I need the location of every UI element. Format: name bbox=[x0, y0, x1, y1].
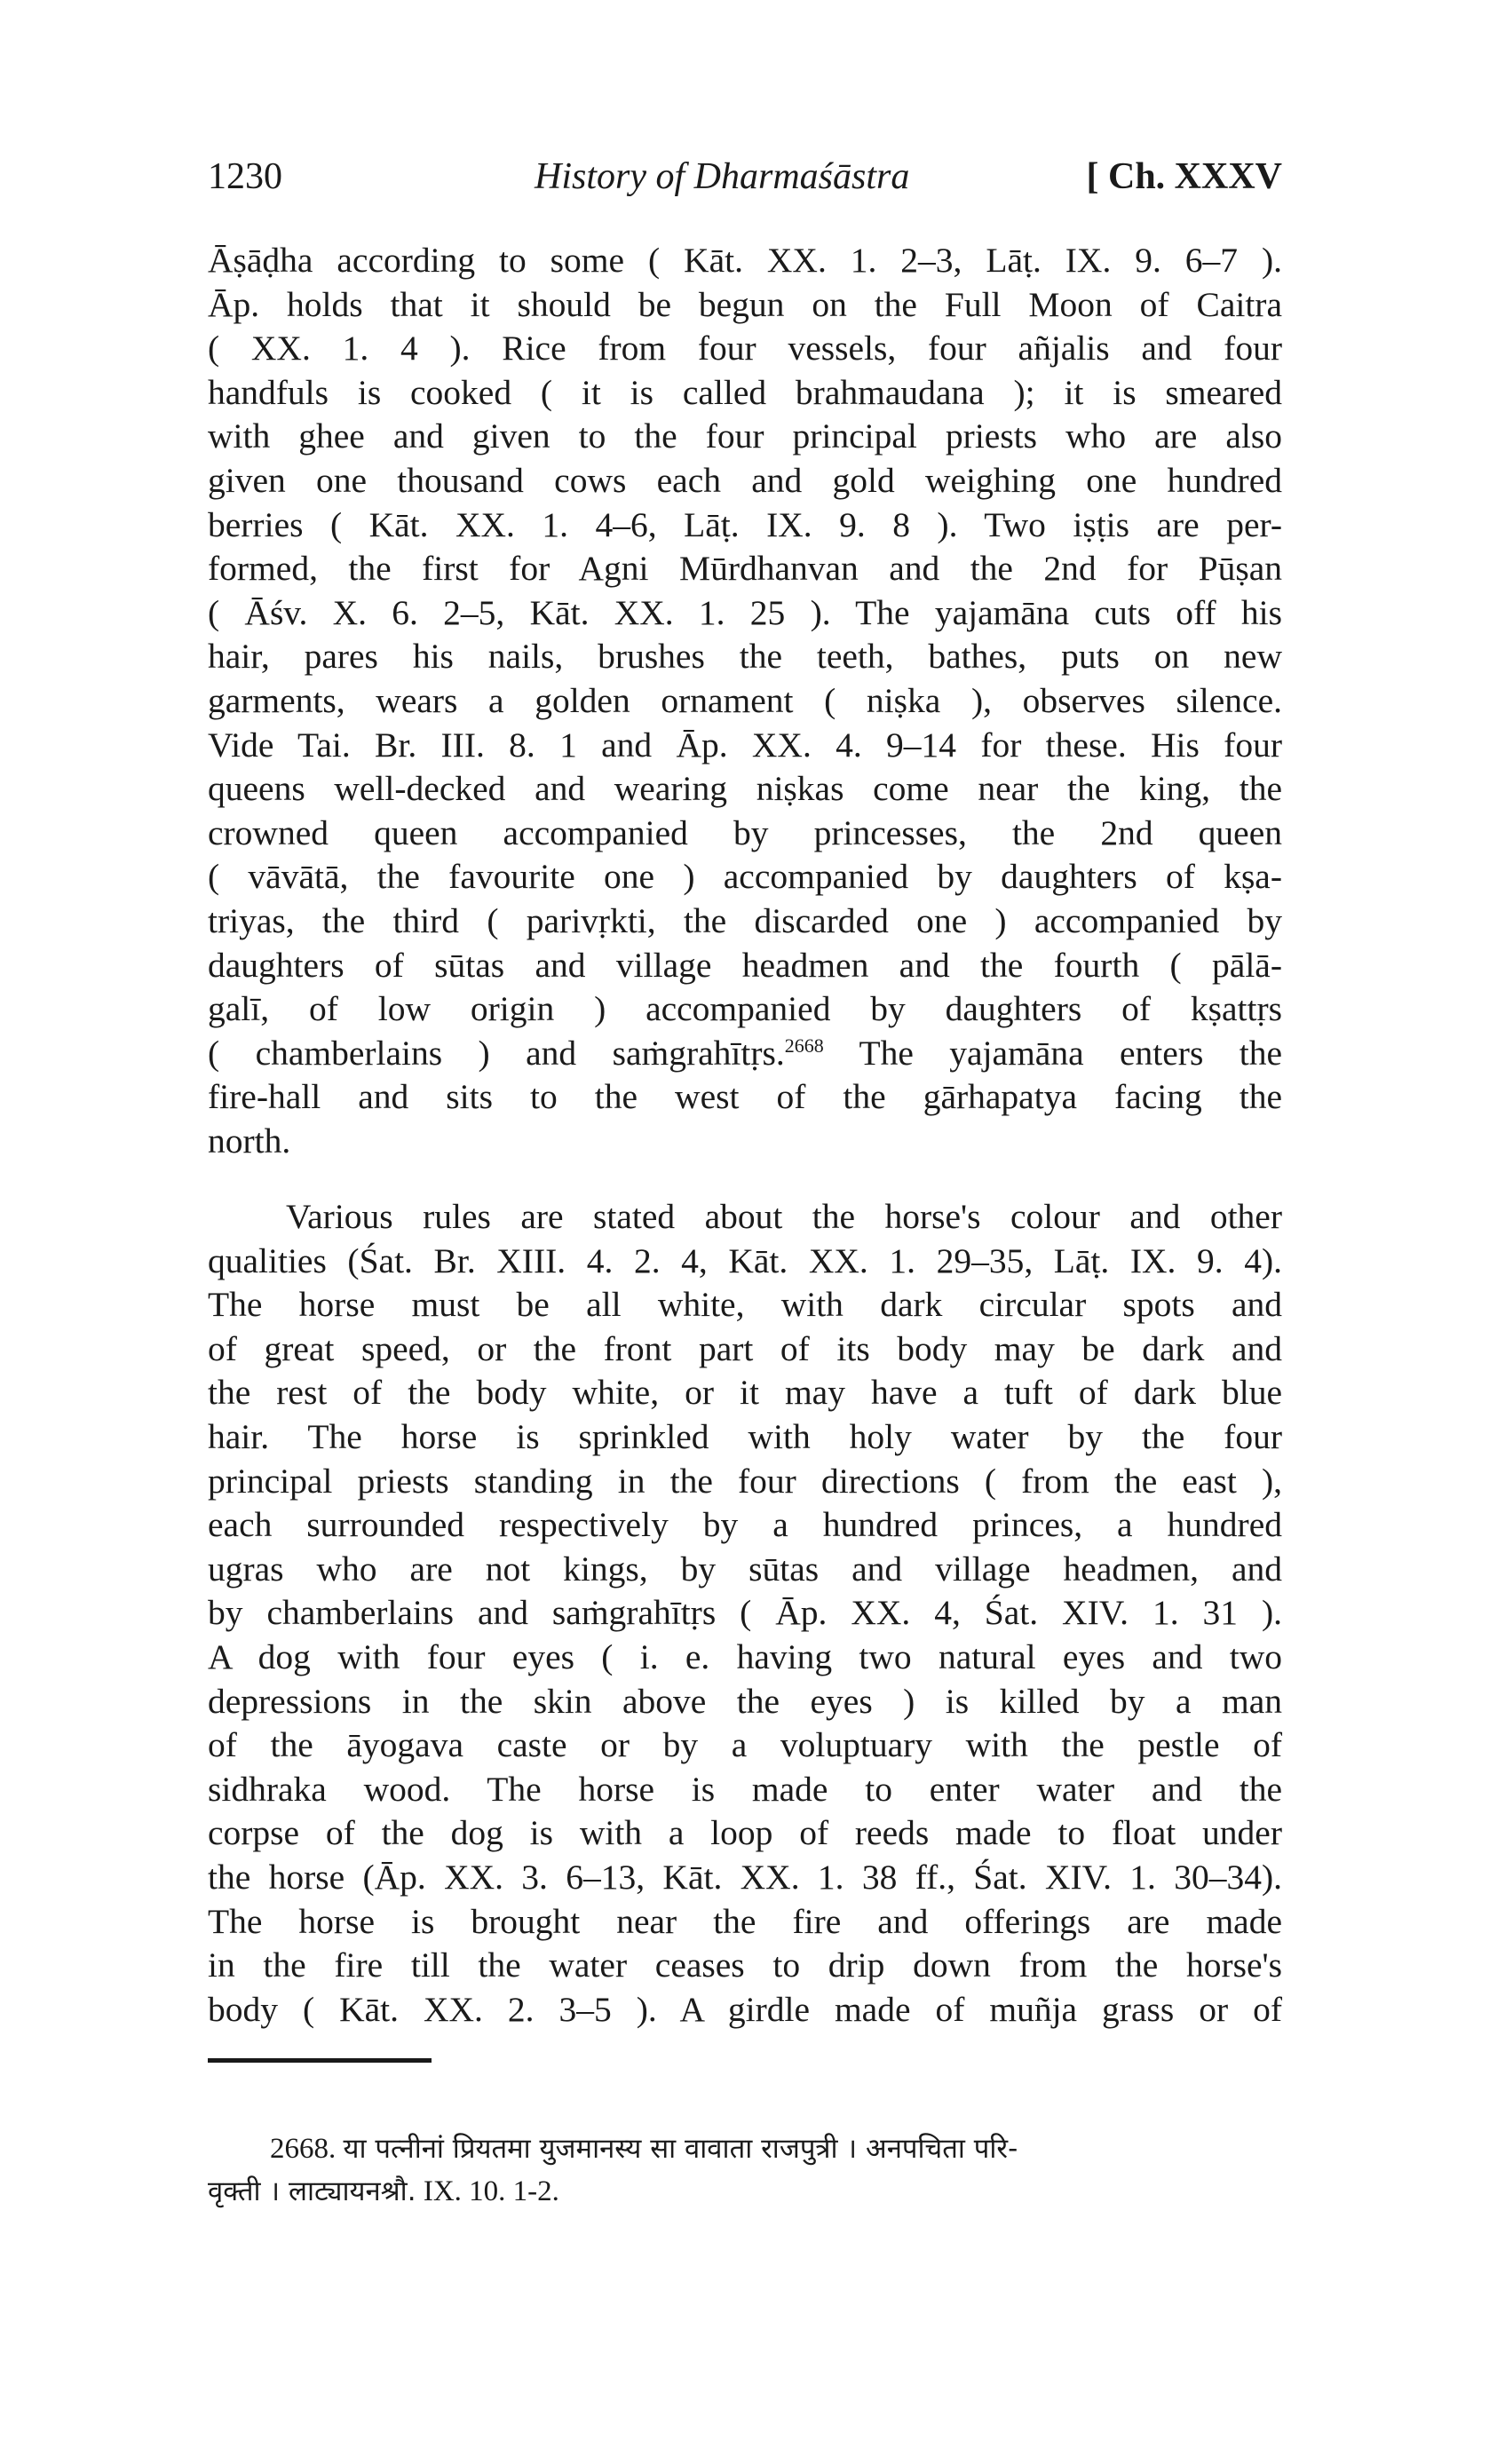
text-line: the rest of the body white, or it may have a tuft of dark blue bbox=[208, 1373, 1282, 1413]
text-line: ugras who are not kings, by sūtas and village headmen, and bbox=[208, 1549, 1282, 1589]
text-line: formed, the first for Agni Mūrdhanvan and the 2nd for Pūṣan bbox=[208, 549, 1282, 589]
text-line: with ghee and given to the four principal priests who are also bbox=[208, 416, 1282, 456]
text-line: the horse (Āp. XX. 3. 6–13, Kāt. XX. 1. 38 ff., Śat. XIV. 1. 30–34). bbox=[208, 1857, 1282, 1897]
text-line: ( XX. 1. 4 ). Rice from four vessels, four añjalis and four bbox=[208, 329, 1282, 368]
footnote-line bbox=[208, 2127, 1282, 2170]
text-line: by chamberlains and saṁgrahītṛs ( Āp. XX. 4, Śat. XIV. 1. 31 ). bbox=[208, 1593, 1282, 1633]
footnote-devanagari-text: या पत्नीनां प्रियतमा युजमानस्य सा वावाता राजपुत्री । अनपचिता परि- bbox=[343, 2133, 1018, 2165]
text-line: galī, of low origin ) accompanied by daughters of kṣattṛs bbox=[208, 989, 1282, 1029]
text-line: crowned queen accompanied by princesses, the 2nd queen bbox=[208, 812, 1282, 852]
paragraph-2 bbox=[208, 1195, 1282, 2032]
text-line: body ( Kāt. XX. 2. 3–5 ). A girdle made of muñja grass or of bbox=[208, 1989, 1282, 2029]
paragraph-1 bbox=[208, 239, 1282, 1163]
footnote-reference[interactable]: 2668 bbox=[784, 1034, 824, 1057]
footnote-number: 2668. bbox=[270, 2133, 337, 2165]
text-line: daughters of sūtas and village headmen and the fourth ( pālā- bbox=[208, 945, 1282, 985]
text-line: sidhraka wood. The horse is made to enter water and the bbox=[208, 1769, 1282, 1809]
text-line: north. bbox=[208, 1121, 291, 1161]
line-text-tail: The yajamāna enters the bbox=[823, 1033, 1282, 1073]
text-line: Various rules are stated about the horse's colour and other bbox=[286, 1197, 1282, 1236]
text-line: in the fire till the water ceases to drip down from the horse's bbox=[208, 1945, 1282, 1985]
running-header bbox=[208, 155, 1282, 209]
text-line: hair. The horse is sprinkled with holy water by the four bbox=[208, 1416, 1282, 1456]
text-line: principal priests standing in the four directions ( from the east ), bbox=[208, 1461, 1282, 1501]
text-line: each surrounded respectively by a hundred princes, a hundred bbox=[208, 1505, 1282, 1545]
text-line: garments, wears a golden ornament ( niṣka ), observes silence. bbox=[208, 680, 1282, 720]
text-line: corpse of the dog is with a loop of reeds made to float under bbox=[208, 1813, 1282, 1853]
chapter-label: [ Ch. XXXV bbox=[1086, 156, 1282, 197]
text-line: Āṣāḍha according to some ( Kāt. XX. 1. 2–3, Lāṭ. IX. 9. 6–7 ). bbox=[208, 241, 1282, 280]
text-line: queens well-decked and wearing niṣkas come near the king, the bbox=[208, 769, 1282, 809]
text-line: of great speed, or the front part of its body may be dark and bbox=[208, 1328, 1282, 1368]
text-line: ( Āśv. X. 6. 2–5, Kāt. XX. 1. 25 ). The yajamāna cuts off his bbox=[208, 592, 1282, 632]
text-line: triyas, the third ( parivṛkti, the discarded one ) accompanied by bbox=[208, 900, 1282, 940]
text-line: qualities (Śat. Br. XIII. 4. 2. 4, Kāt. XX. 1. 29–35, Lāṭ. IX. 9. 4). bbox=[208, 1240, 1282, 1280]
footnote-citation: IX. 10. 1-2. bbox=[416, 2175, 559, 2207]
text-line: Vide Tai. Br. III. 8. 1 and Āp. XX. 4. 9–14 for these. His four bbox=[208, 725, 1282, 765]
footnote bbox=[208, 2127, 1282, 2213]
footnote-divider bbox=[208, 2058, 432, 2063]
text-line: A dog with four eyes ( i. e. having two natural eyes and two bbox=[208, 1636, 1282, 1676]
text-line: given one thousand cows each and gold weighing one hundred bbox=[208, 460, 1282, 500]
footnote-line bbox=[208, 2170, 1282, 2213]
text-line: The horse must be all white, with dark circular spots and bbox=[208, 1285, 1282, 1325]
text-line: depressions in the skin above the eyes ) is killed by a man bbox=[208, 1681, 1282, 1721]
line-text: ( chamberlains ) and saṁgrahītṛs. bbox=[208, 1033, 785, 1073]
page-number: 1230 bbox=[208, 156, 282, 197]
text-line-with-footnote bbox=[208, 1032, 1282, 1076]
book-title: History of Dharmaśāstra bbox=[535, 156, 910, 197]
text-line: Āp. holds that it should be begun on the Full Moon of Caitra bbox=[208, 284, 1282, 324]
text-line: berries ( Kāt. XX. 1. 4–6, Lāṭ. IX. 9. 8 ). Two iṣṭis are per- bbox=[208, 504, 1282, 544]
text-line: of the āyogava caste or by a voluptuary with the pestle of bbox=[208, 1725, 1282, 1765]
text-line: hair, pares his nails, brushes the teeth, bathes, puts on new bbox=[208, 637, 1282, 677]
text-line: The horse is brought near the fire and offerings are made bbox=[208, 1901, 1282, 1941]
text-line: handfuls is cooked ( it is called brahmaudana ); it is smeared bbox=[208, 372, 1282, 412]
text-line: ( vāvātā, the favourite one ) accompanied by daughters of kṣa- bbox=[208, 857, 1282, 897]
text-line: fire-hall and sits to the west of the gārhapatya facing the bbox=[208, 1077, 1282, 1117]
footnote-devanagari-text: वृक्ती । लाट्यायनश्रौ. bbox=[208, 2175, 416, 2207]
